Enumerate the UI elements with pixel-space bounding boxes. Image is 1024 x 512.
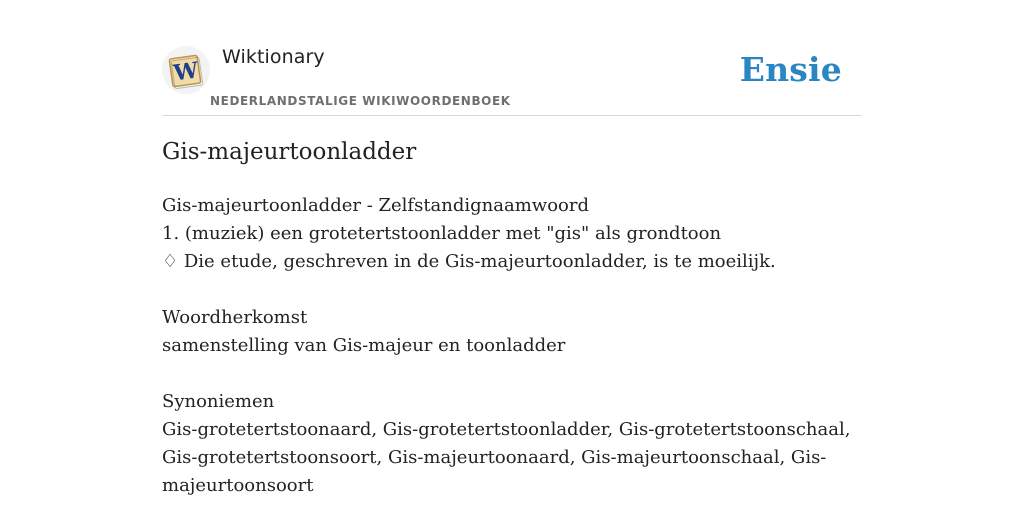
definition: 1. (muziek) een grotetertstoonladder met "gis" als grondtoon bbox=[162, 223, 722, 244]
etymology-text: samenstelling van Gis-majeur en toonladder bbox=[162, 335, 566, 356]
wiktionary-logo-icon[interactable] bbox=[162, 46, 210, 94]
page-container bbox=[162, 0, 862, 496]
page-title: Gis-majeurtoonladder bbox=[162, 139, 417, 165]
site-name[interactable]: Wiktionary bbox=[222, 46, 325, 68]
site-tagline: NEDERLANDSTALIGE WIKIWOORDENBOEK bbox=[210, 94, 511, 108]
spacer bbox=[162, 276, 862, 304]
entry-content bbox=[162, 192, 862, 500]
synonyms-text: Gis-grotetertstoonaard, Gis-grotetertstoonladder, Gis-grotetertstoonschaal, Gis-grotetertstoonsoort, Gis-majeurtoonaard, Gis-majeurtoonschaal, Gis-majeurtoonsoort bbox=[162, 419, 851, 496]
etymology-heading: Woordherkomst bbox=[162, 307, 308, 328]
ensie-brand-link[interactable]: Ensie bbox=[739, 50, 842, 89]
headword-line: Gis-majeurtoonladder - Zelfstandignaamwoord bbox=[162, 195, 590, 216]
spacer bbox=[162, 360, 862, 388]
synonyms-heading: Synoniemen bbox=[162, 391, 275, 412]
logo-letter: W bbox=[171, 57, 201, 87]
site-header bbox=[162, 0, 862, 116]
wiktionary-tile-icon bbox=[166, 50, 206, 90]
example-sentence: ♢ Die etude, geschreven in de Gis-majeurtoonladder, is te moeilijk. bbox=[162, 251, 776, 272]
